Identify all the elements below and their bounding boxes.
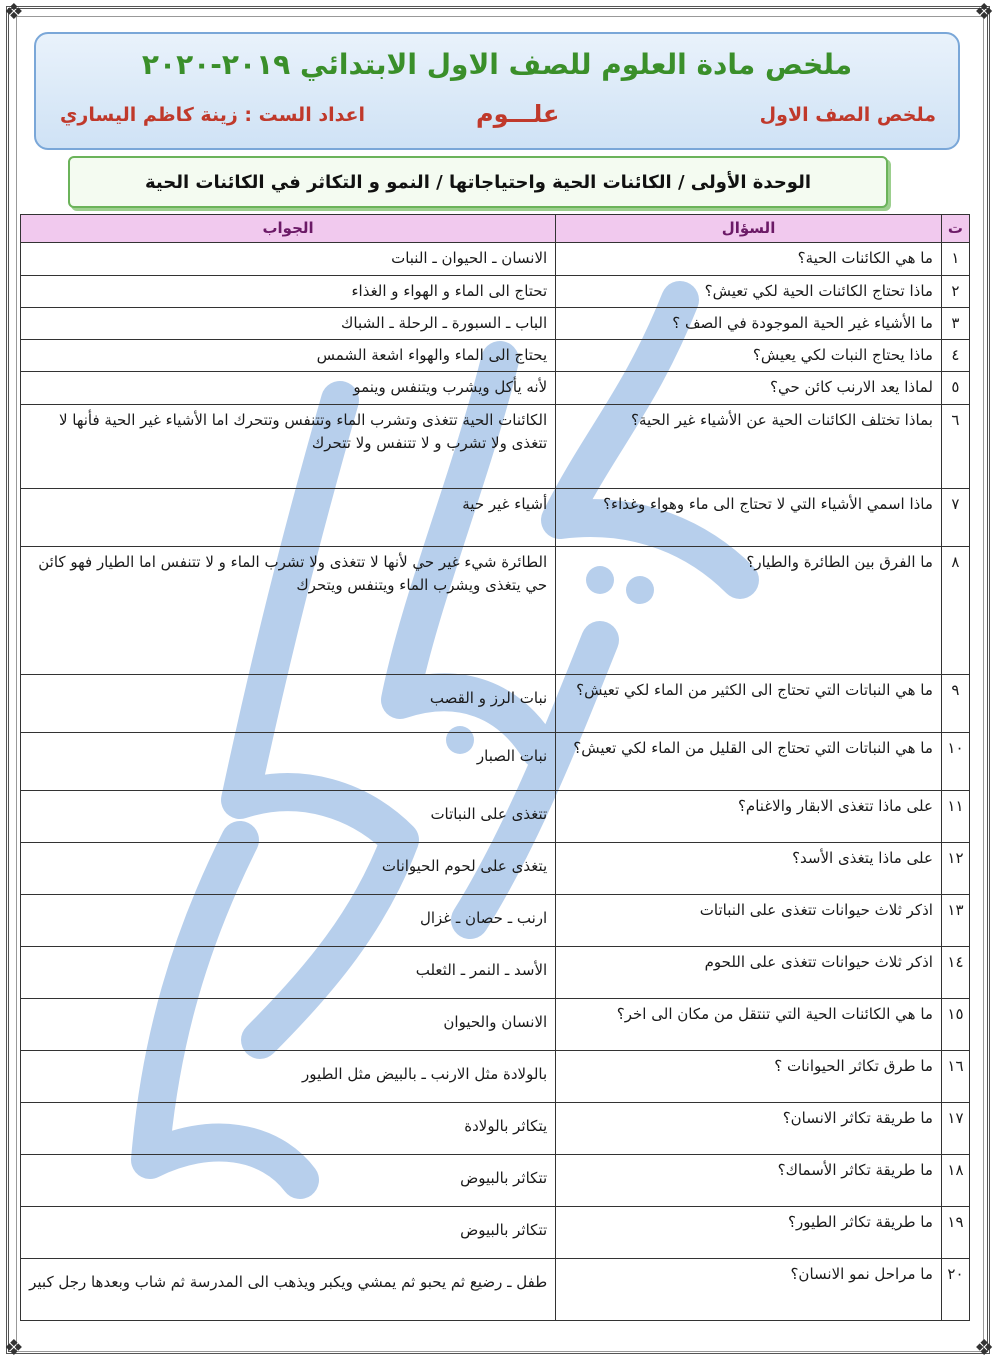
row-number: ٧ — [941, 488, 969, 546]
row-number: ٢ — [941, 275, 969, 307]
question-cell: على ماذا يتغذى الأسد؟ — [556, 842, 942, 894]
question-cell: بماذا تختلف الكائنات الحية عن الأشياء غير الحية؟ — [556, 404, 942, 488]
row-number: ٥ — [941, 372, 969, 404]
title-banner — [34, 32, 960, 150]
answer-cell: الطائرة شيء غير حي لأنها لا تتغذى ولا تشرب الماء و لا تتنفس اما الطيار فهو كائن حي يتغذى ويشرب الماء ويتنفس ويتحرك — [21, 546, 556, 674]
table-row — [21, 674, 970, 732]
answer-cell: لأنه يأكل ويشرب ويتنفس وينمو — [21, 372, 556, 404]
table-row — [21, 275, 970, 307]
answer-cell: ارنب ـ حصان ـ غزال — [21, 894, 556, 946]
answer-cell: أشياء غير حية — [21, 488, 556, 546]
row-number: ١٤ — [941, 946, 969, 998]
corner-ornament-icon: ❖ — [4, 1336, 24, 1361]
corner-ornament-icon: ❖ — [4, 0, 24, 25]
table-row — [21, 1154, 970, 1206]
col-header-number: ت — [941, 215, 969, 243]
question-cell: ماذا اسمي الأشياء التي لا تحتاج الى ماء وهواء وغذاء؟ — [556, 488, 942, 546]
row-number: ١٢ — [941, 842, 969, 894]
question-cell: اذكر ثلاث حيوانات تتغذى على اللحوم — [556, 946, 942, 998]
table-row — [21, 404, 970, 488]
table-row — [21, 1102, 970, 1154]
answer-cell: الانسان ـ الحيوان ـ النبات — [21, 243, 556, 275]
row-number: ١٣ — [941, 894, 969, 946]
question-cell: ماذا تحتاج الكائنات الحية لكي تعيش؟ — [556, 275, 942, 307]
answer-cell: تحتاج الى الماء و الهواء و الغذاء — [21, 275, 556, 307]
author-label: اعداد الست : زينة كاظم اليساري — [60, 104, 366, 126]
table-row — [21, 790, 970, 842]
row-number: ٩ — [941, 674, 969, 732]
summary-label: ملخص الصف الاول — [759, 104, 936, 126]
table-row — [21, 732, 970, 790]
question-cell: ما الفرق بين الطائرة والطيار؟ — [556, 546, 942, 674]
answer-cell: الكائنات الحية تتغذى وتشرب الماء وتتنفس وتتحرك اما الأشياء غير الحية فأنها لا تتغذى ولا تشرب و لا تتنفس ولا تتحرك — [21, 404, 556, 488]
question-cell: ما هي الكائنات الحية؟ — [556, 243, 942, 275]
row-number: ٤ — [941, 340, 969, 372]
answer-cell: طفل ـ رضيع ثم يحبو ثم يمشي ويكبر ويذهب الى المدرسة ثم شاب وبعدها رجل كبير — [21, 1258, 556, 1320]
answer-cell: الانسان والحيوان — [21, 998, 556, 1050]
answer-cell: تتغذى على النباتات — [21, 790, 556, 842]
row-number: ١٠ — [941, 732, 969, 790]
table-row — [21, 372, 970, 404]
col-header-answer: الجواب — [21, 215, 556, 243]
table-row — [21, 998, 970, 1050]
row-number: ٨ — [941, 546, 969, 674]
row-number: ١٦ — [941, 1050, 969, 1102]
answer-cell: نبات الرز و القصب — [21, 674, 556, 732]
answer-cell: الأسد ـ النمر ـ الثعلب — [21, 946, 556, 998]
page-title: ملخص مادة العلوم للصف الاول الابتدائي ٢٠١٩-٢٠٢٠ — [141, 48, 853, 81]
table-row — [21, 488, 970, 546]
answer-cell: الباب ـ السبورة ـ الرحلة ـ الشباك — [21, 307, 556, 339]
question-cell: ما مراحل نمو الانسان؟ — [556, 1258, 942, 1320]
question-cell: ما الأشياء غير الحية الموجودة في الصف ؟ — [556, 307, 942, 339]
subject-label: علـــوم — [476, 100, 560, 128]
answer-cell: نبات الصبار — [21, 732, 556, 790]
row-number: ١٧ — [941, 1102, 969, 1154]
table-row — [21, 546, 970, 674]
row-number: ٦ — [941, 404, 969, 488]
row-number: ١١ — [941, 790, 969, 842]
answer-cell: يتغذى على لحوم الحيوانات — [21, 842, 556, 894]
table-row — [21, 946, 970, 998]
table-row — [21, 243, 970, 275]
table-row — [21, 1050, 970, 1102]
row-number: ١٩ — [941, 1206, 969, 1258]
corner-ornament-icon: ❖ — [974, 1336, 994, 1361]
question-cell: اذكر ثلاث حيوانات تتغذى على النباتات — [556, 894, 942, 946]
answer-cell: بالولادة مثل الارنب ـ بالبيض مثل الطيور — [21, 1050, 556, 1102]
row-number: ١٨ — [941, 1154, 969, 1206]
table-row — [21, 1206, 970, 1258]
question-cell: ما طريقة تكاثر الأسماك؟ — [556, 1154, 942, 1206]
question-cell: ما هي النباتات التي تحتاج الى القليل من الماء لكي تعيش؟ — [556, 732, 942, 790]
row-number: ١ — [941, 243, 969, 275]
questions-table — [20, 214, 970, 1321]
table-row — [21, 894, 970, 946]
unit-title-box: الوحدة الأولى / الكائنات الحية واحتياجاتها / النمو و التكاثر في الكائنات الحية — [68, 156, 888, 208]
question-cell: ما طريقة تكاثر الانسان؟ — [556, 1102, 942, 1154]
question-cell: على ماذا تتغذى الابقار والاغنام؟ — [556, 790, 942, 842]
question-cell: لماذا يعد الارنب كائن حي؟ — [556, 372, 942, 404]
table-row — [21, 307, 970, 339]
table-row — [21, 842, 970, 894]
question-cell: ما هي الكائنات الحية التي تنتقل من مكان الى اخر؟ — [556, 998, 942, 1050]
table-row — [21, 340, 970, 372]
question-cell: ما هي النباتات التي تحتاج الى الكثير من الماء لكي تعيش؟ — [556, 674, 942, 732]
question-cell: ماذا يحتاج النبات لكي يعيش؟ — [556, 340, 942, 372]
answer-cell: تتكاثر بالبيوض — [21, 1154, 556, 1206]
row-number: ٣ — [941, 307, 969, 339]
table-row — [21, 1258, 970, 1320]
table-header-row — [21, 215, 970, 243]
col-header-question: السؤال — [556, 215, 942, 243]
answer-cell: تتكاثر بالبيوض — [21, 1206, 556, 1258]
answer-cell: يتكاثر بالولادة — [21, 1102, 556, 1154]
row-number: ١٥ — [941, 998, 969, 1050]
question-cell: ما طريقة تكاثر الطيور؟ — [556, 1206, 942, 1258]
answer-cell: يحتاج الى الماء والهواء اشعة الشمس — [21, 340, 556, 372]
row-number: ٢٠ — [941, 1258, 969, 1320]
corner-ornament-icon: ❖ — [974, 0, 994, 25]
question-cell: ما طرق تكاثر الحيوانات ؟ — [556, 1050, 942, 1102]
